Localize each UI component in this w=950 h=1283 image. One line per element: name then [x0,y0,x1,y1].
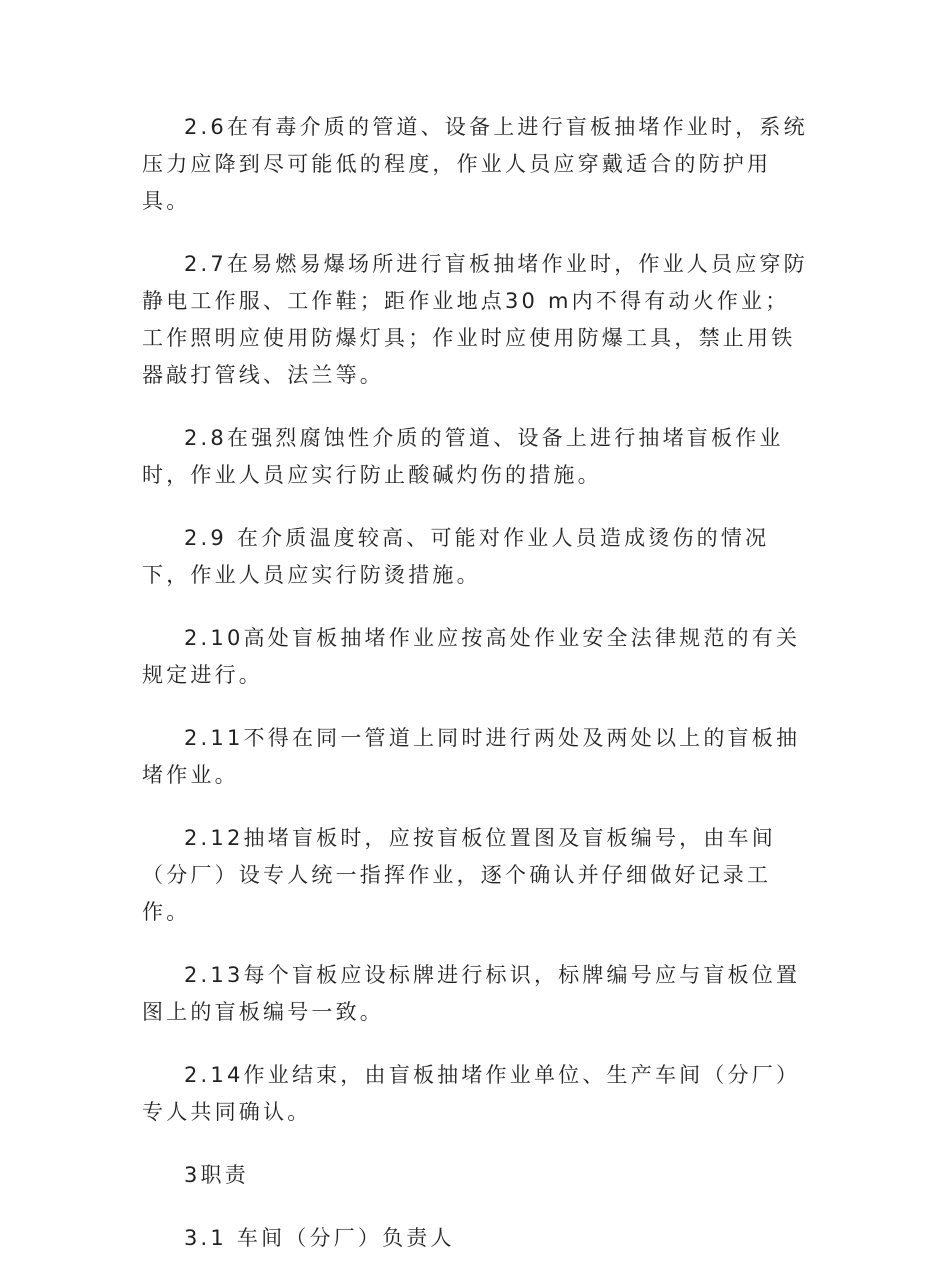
paragraph-2-9: 2.9 在介质温度较高、可能对作业人员造成烫伤的情况下，作业人员应实行防烫措施。 [142,526,770,587]
paragraph-2-10: 2.10高处盲板抽堵作业应按高处作业安全法律规范的有关规定进行。 [142,626,801,687]
paragraph-2-7: 2.7在易燃易爆场所进行盲板抽堵作业时，作业人员应穿防静电工作服、工作鞋；距作业地点30 m内不得有动火作业；工作照明应使用防爆灯具；作业时应使用防爆工具，禁止用铁器敲打管线、法兰等。 [142,252,808,387]
paragraph-2-13: 2.13每个盲板应设标牌进行标识，标牌编号应与盲板位置图上的盲板编号一致。 [142,963,801,1024]
subsection-heading-3-1: 3.1 车间（分厂）负责人 [184,1226,455,1250]
document-body [142,109,810,1283]
paragraph-2-6: 2.6在有毒介质的管道、设备上进行盲板抽堵作业时，系统压力应降到尽可能低的程度，作业人员应穿戴适合的防护用具。 [142,115,808,213]
section-heading-3: 3职责 [184,1163,249,1187]
paragraph-2-8: 2.8在强烈腐蚀性介质的管道、设备上进行抽堵盲板作业时，作业人员应实行防止酸碱灼伤的措施。 [142,426,784,487]
paragraph-2-14: 2.14作业结束，由盲板抽堵作业单位、生产车间（分厂）专人共同确认。 [142,1063,801,1124]
paragraph-2-12: 2.12抽堵盲板时，应按盲板位置图及盲板编号，由车间（分厂）设专人统一指挥作业，逐个确认并仔细做好记录工作。 [142,826,776,924]
paragraph-2-11: 2.11不得在同一管道上同时进行两处及两处以上的盲板抽堵作业。 [142,726,801,787]
